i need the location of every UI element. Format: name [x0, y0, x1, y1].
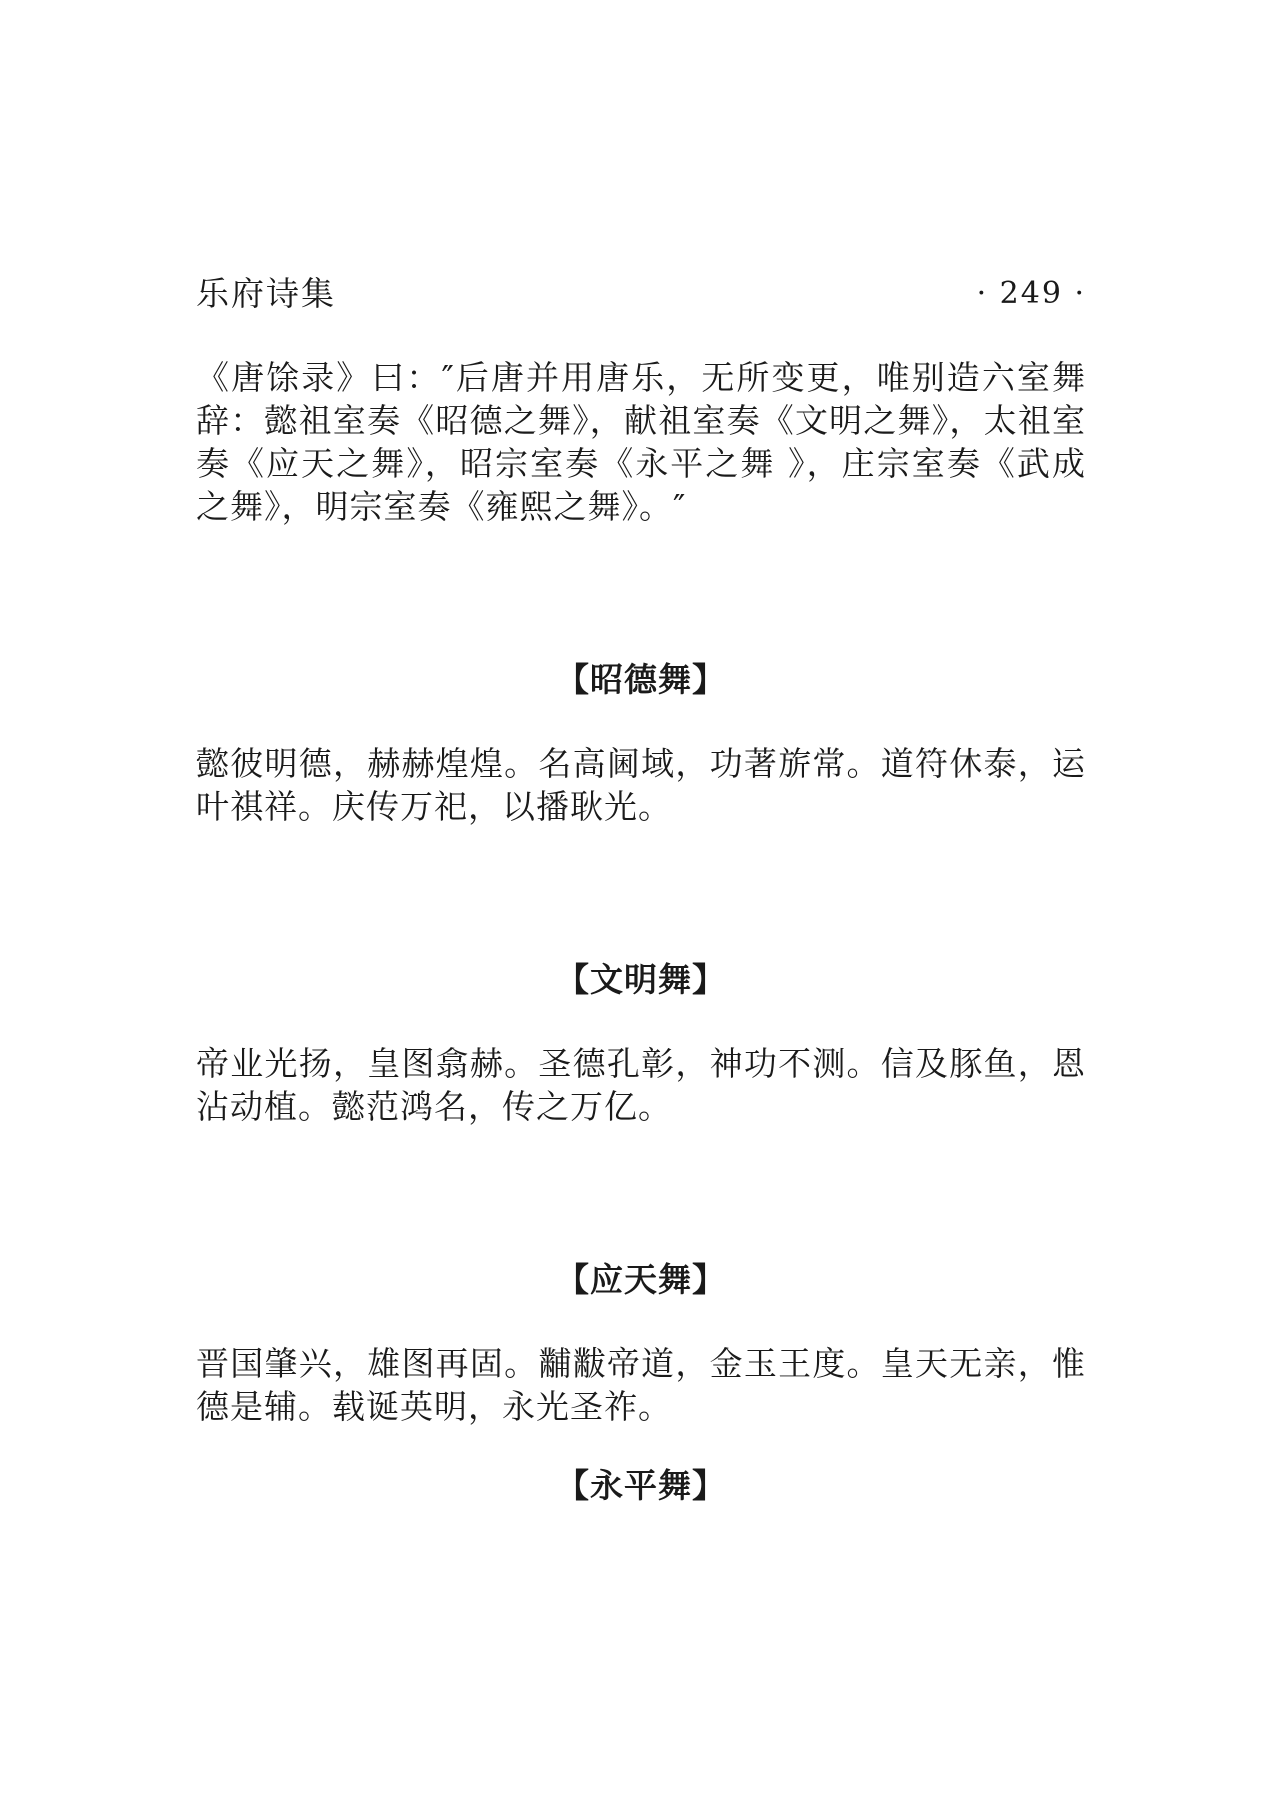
section-text-yingtian: 晋国肇兴，雄图再固。黼黻帝道，金玉王度。皇天无亲，惟德是辅。载诞英明，永光圣祚。 [196, 1344, 1086, 1426]
page-header [196, 270, 1086, 320]
section-title-yingtian: 【应天舞】 [556, 1260, 726, 1299]
section-title-yongping: 【永平舞】 [556, 1466, 726, 1505]
section-title-wenming: 【文明舞】 [556, 960, 726, 999]
intro-paragraph: 《唐馀录》曰：″后唐并用唐乐，无所变更，唯别造六室舞辞：懿祖室奏《昭德之舞》，献祖室奏《文明之舞》，太祖室奏《应天之舞》，昭宗室奏《永平之舞 》，庄宗室奏《武成之舞》，明宗室奏《雍熙之舞》。″ [196, 358, 1086, 526]
book-title: 乐府诗集 [196, 274, 336, 313]
section-title-zhaode: 【昭德舞】 [556, 660, 726, 699]
section-text-zhaode: 懿彼明德，赫赫煌煌。名高阃域，功著旂常。道符休泰，运叶祺祥。庆传万祀，以播耿光。 [196, 744, 1086, 826]
page-number: · 249 · [976, 276, 1086, 311]
section-text-wenming: 帝业光扬，皇图翕赫。圣德孔彰，神功不测。信及豚鱼，恩沾动植。懿范鸿名，传之万亿。 [196, 1044, 1086, 1126]
